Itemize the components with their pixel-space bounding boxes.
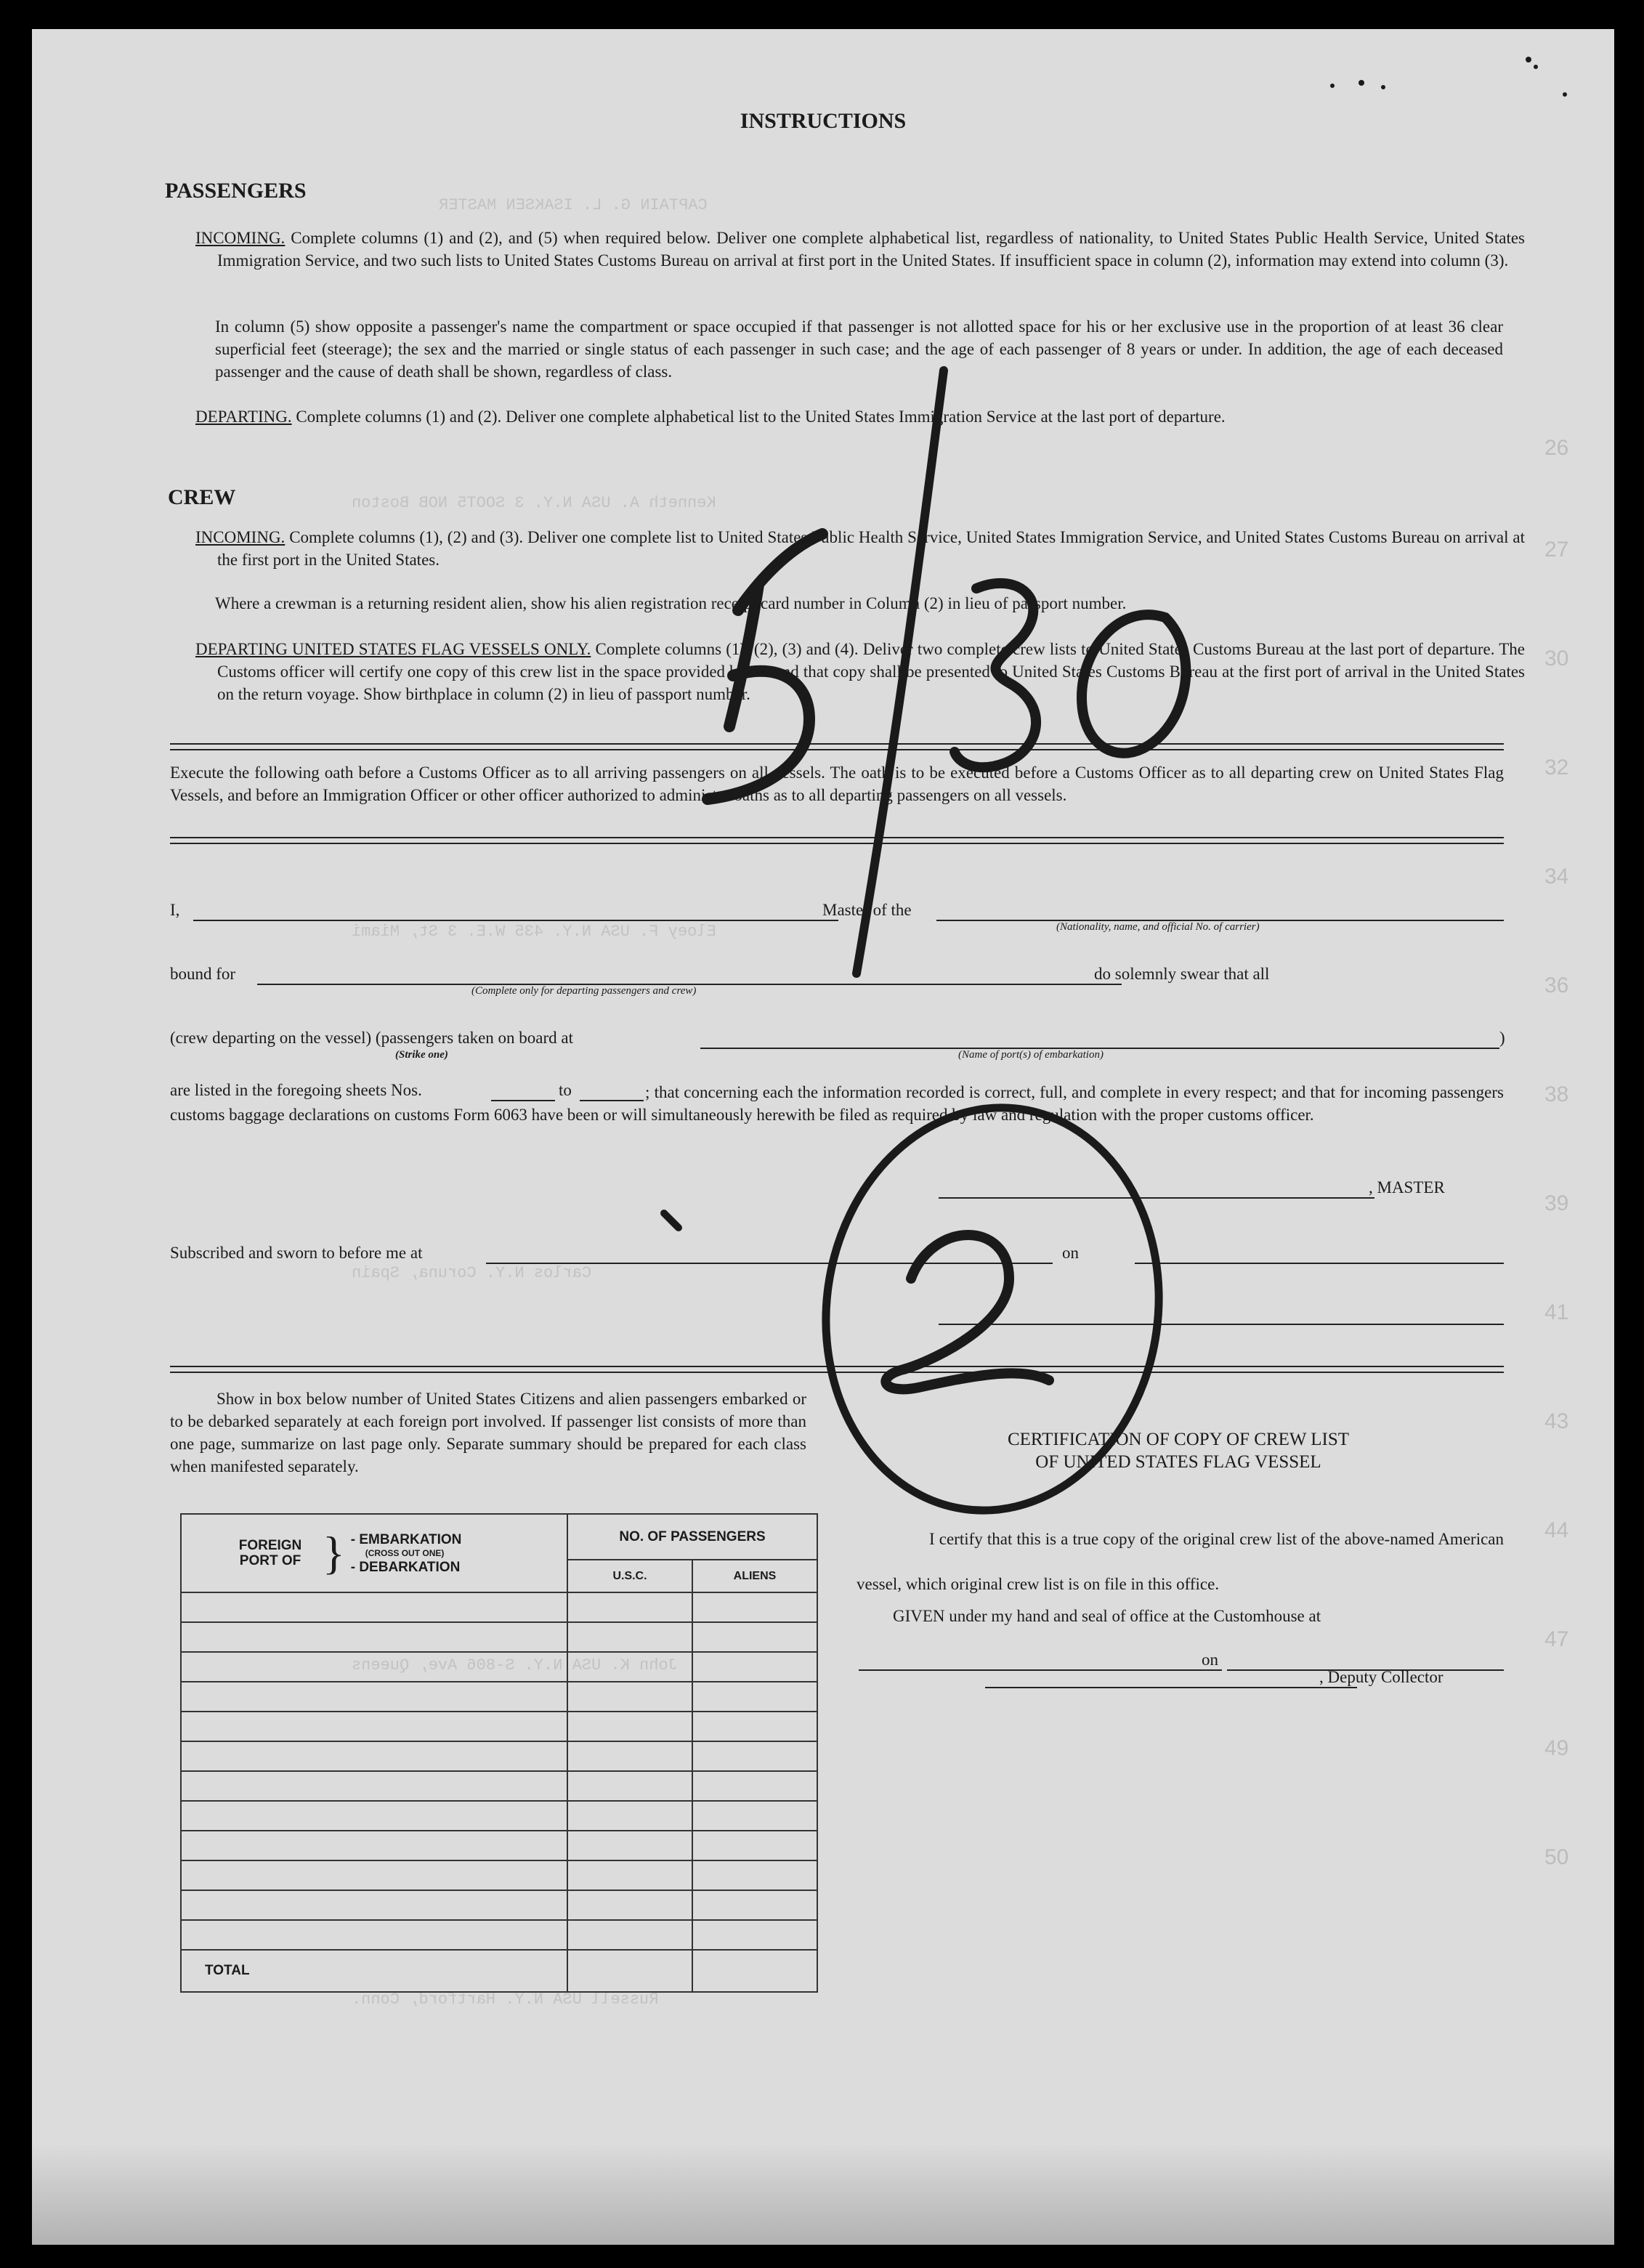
bound-for-label: bound for xyxy=(170,965,236,983)
bleed-through-text: Kenneth A. USA N.Y. 3 SOOT5 NOB Boston xyxy=(352,494,716,512)
crew-incoming-label: INCOMING. xyxy=(195,528,286,546)
strike-one-caption: (Strike one) xyxy=(395,1049,448,1061)
passengers-heading: PASSENGERS xyxy=(165,179,307,203)
bleed-through-text: Eloey F. USA N.Y. 435 W.E. 3 St, Miami xyxy=(352,923,716,941)
ports-caption: (Name of port(s) of embarkation) xyxy=(958,1049,1104,1061)
passengers-incoming-text: Complete columns (1) and (2), and (5) when required below. Deliver one complete alphabetical list, regardless of nationality, to United States Public Health Service, United States Immigration Service, and two such lists to United States Customs Bureau on arrival at first port in the United States. If insufficient space in column (2), information may extend into column (3). xyxy=(217,229,1525,270)
oath-i-label: I, xyxy=(170,901,180,919)
crew-alien-paragraph: Where a crewman is a returning resident alien, show his alien registration receipt card number in Column (2) in lieu of passport number. xyxy=(215,594,1127,612)
aliens-header: ALIENS xyxy=(692,1560,817,1592)
cross-out-one-label: (CROSS OUT ONE) xyxy=(365,1547,445,1558)
document-page: CAPTAIN G. L. ISAKSEN MASTER Kenneth A. USA N.Y. 3 SOOT5 NOB Boston Eloey F. USA N.Y. 435 W.E. 3 St, Miami Carlos N.Y. Coruna, Spain John K. USA N.Y. S-806 Ave, Queens Russell USA N.Y. Hartford, Conn. 26 27 30 32 34 36 38 39 41 43 44 47 49 50 INSTRUCTIONS PASSENGERS INCOMING. Complete columns (1) and (2), and (5) when required below. Deliver one complete alphabetical list, regardless of nationality, to United States Public Health Service, United States Immigration Service, and two such lists to United States Customs Bureau on arrival at first port in the United States. If insufficient space in column (2), information may extend into column (3). In column (5) show opposite a passenger's name the compartment or space occupied if that passenger is not allotted space for his or her exclusive use in the proportion of at least 36 clear superficial feet (steerage); the sex and the married or single status of each passenger in such case; and the age of each passenger of 8 years or under. In addition, the age of each deceased passenger and the cause of death shall be shown, regardless of class. DEPARTING. Complete columns (1) and (2). Deliver one complete alphabetical list to the United States Immigration Service at the last port of departure. CREW INCOMING. Complete columns (1), (2) and (3). Deliver one complete list to United States Public Health Service, United States Immigration Service, and United States Customs Bureau on arrival at the first port in the United States. Where a crewman is a returning resident alien, show his alien registration receipt card number in Column (2) in lieu of passport number. DEPARTING UNITED STATES FLAG VESSELS ONLY. Complete columns (1), (2), (3) and (4). Deliver two complete crew lists to United States Customs Bureau at the last port of departure. The Customs officer will certify one copy of this crew list in the space provided below and that copy shall be presented to United States Customs Bureau at the first port of arrival in the United States on the return voyage. Show birthplace in column (2) in lieu of passport number. Execute the following oath before a Customs Officer as to all arriving passengers on all vessels. The oath is to be executed before a Customs Officer as to all departing crew on United States Flag Vessels, and before an Immigration Officer or other officer authorized to administer oaths as to all departing passengers on all vessels. I, Master of the (Nationality, name, and official No. of carrier) bound for do solemnly swear that all (Complete only for departing passengers and crew) (crew departing on the vessel) (passengers taken on board at ) (Strike one) (Name of port(s) of embarkation) are listed in the foregoing sheets Nos. to ; that concerning each the information recorded is correct, full, and complete in every respect; and that for incoming passengers customs baggage declarations on customs Form 6063 have been or will simultaneously herewith be filed as required by law and regulation with the proper customs officer. , MASTER Subscribed and sworn to before me at on Show in box below number of United States Citizens and alien passengers embarked or to be debarked separately at each foreign port involved. If passenger list consists of more than one page, summarize on last page only. Separate summary should be prepared for each class when manifested separately. FOREIGN PORT OF } - EMBARKATION (CROSS OUT ONE) - DEBARKATION NO. OF PASSENGERS U.S.C. ALIENS TOTAL CERTIFICATION OF COPY OF CREW LIST OF UNITED STATES FLAG VESSEL I certify that this is a true copy of the original crew list of the above-named American vessel, which original crew list is on file in this office. GIVEN under my hand and seal of office at the Customhouse at on , Deputy Collector xyxy=(32,29,1614,2245)
certification-title-line1: CERTIFICATION OF COPY OF CREW LIST xyxy=(1007,1430,1350,1449)
passengers-column5-paragraph: In column (5) show opposite a passenger's name the compartment or space occupied if that passenger is not allotted space for his or her exclusive use in the proportion of at least 36 clear superficial feet (steerage); the sex and the married or single status of each passenger in such case; and the age of each passenger of 8 years or under. In addition, the age of each deceased passenger and the cause of death shall be shown, regardless of class. xyxy=(215,317,1503,381)
bleed-through-text: Russell USA N.Y. Hartford, Conn. xyxy=(352,1990,659,2009)
certification-on-label: on xyxy=(1202,1651,1218,1669)
swear-label: do solemnly swear that all xyxy=(1094,965,1270,983)
certification-text: I certify that this is a true copy of the original crew list of the above-named American vessel, which original crew list is on file in this office. xyxy=(857,1530,1504,1593)
passengers-incoming-label: INCOMING. xyxy=(195,229,286,247)
passengers-departing-text: Complete columns (1) and (2). Deliver one complete alphabetical list to the United States Immigration Service at the last port of departure. xyxy=(296,408,1226,426)
pencil-stroke xyxy=(955,583,1036,767)
listed-prefix: are listed in the foregoing sheets Nos. xyxy=(170,1081,422,1099)
pencil-stroke xyxy=(708,534,822,799)
sworn-on-label: on xyxy=(1062,1244,1079,1262)
embarkation-label: - EMBARKATION xyxy=(350,1531,462,1547)
passengers-departing-label: DEPARTING. xyxy=(195,408,292,426)
bound-caption: (Complete only for departing passengers and crew) xyxy=(471,985,697,997)
speck xyxy=(1330,84,1335,88)
total-label: TOTAL xyxy=(181,1950,567,1992)
master-of-the-label: Master of the xyxy=(822,901,912,919)
bleed-through-text: CAPTAIN G. L. ISAKSEN MASTER xyxy=(439,196,708,214)
subscribed-label: Subscribed and sworn to before me at xyxy=(170,1244,423,1262)
crew-departing-text: Complete columns (1), (2), (3) and (4). Deliver two complete crew lists to United States Customs Bureau at the last port of departure. The Customs officer will certify one copy of this crew list in the space provided below and that copy shall be presented to United States Customs Bureau at the first port of arrival in the United States on the return voyage. Show birthplace in column (2) in lieu of passport number. xyxy=(217,640,1526,703)
pencil-stroke xyxy=(1082,615,1186,753)
speck xyxy=(1534,65,1538,69)
foreign-port-of-label: FOREIGN PORT OF xyxy=(238,1538,302,1568)
deputy-collector-label: , Deputy Collector xyxy=(1319,1668,1443,1686)
usc-header: U.S.C. xyxy=(567,1560,692,1592)
pencil-stroke xyxy=(664,1213,679,1228)
speck xyxy=(1526,57,1531,62)
crew-heading: CREW xyxy=(168,485,236,509)
debarkation-label: - DEBARKATION xyxy=(350,1559,461,1575)
crew-departing-label: DEPARTING UNITED STATES FLAG VESSELS ONLY. xyxy=(195,640,591,658)
bleed-through-text: Carlos N.Y. Coruna, Spain xyxy=(352,1264,592,1282)
oath-intro-paragraph: Execute the following oath before a Customs Officer as to all arriving passengers on all vessels. The oath is to be executed before a Customs Officer as to all departing crew on United States Flag Vessels, and before an Immigration Officer or other officer authorized to administer oaths as to all departing passengers on all vessels. xyxy=(170,764,1504,804)
certification-title-line2: OF UNITED STATES FLAG VESSEL xyxy=(1035,1452,1321,1472)
listed-suffix-text: ; that concerning each the information recorded is correct, full, and complete in every respect; and that for incoming passengers customs baggage declarations on customs Form 6063 have been or will simultaneously herewith be filed as required by law and regulation with the proper customs officer. xyxy=(170,1083,1504,1124)
pencil-stroke xyxy=(857,370,944,973)
handwritten-marks xyxy=(32,29,1614,2245)
no-of-passengers-header: NO. OF PASSENGERS xyxy=(567,1514,817,1560)
brace: } xyxy=(323,1527,345,1579)
given-label: GIVEN under my hand and seal of office at the Customhouse at xyxy=(893,1607,1321,1625)
master-label: , MASTER xyxy=(1369,1178,1445,1196)
pencil-stroke xyxy=(886,1235,1049,1389)
crew-incoming-text: Complete columns (1), (2) and (3). Deliver one complete list to United States Public Health Service, United States Immigration Service, and United States Customs Bureau on arrival at the first port in the United States. xyxy=(217,528,1526,569)
carrier-caption: (Nationality, name, and official No. of carrier) xyxy=(1056,921,1260,933)
crew-departing-label-line: (crew departing on the vessel) (passengers taken on board at xyxy=(170,1029,573,1047)
close-paren: ) xyxy=(1499,1029,1505,1047)
speck xyxy=(1381,85,1385,89)
summary-instructions: Show in box below number of United States Citizens and alien passengers embarked or to be debarked separately at each foreign port involved. If passenger list consists of more than one page, summarize on last page only. Separate summary should be prepared for each class when manifested separately. xyxy=(170,1390,806,1475)
speck xyxy=(1358,80,1364,86)
listed-to: to xyxy=(559,1081,572,1099)
speck xyxy=(1563,92,1567,97)
bleed-through-text: John K. USA N.Y. S-806 Ave, Queens xyxy=(352,1656,678,1674)
page-title: INSTRUCTIONS xyxy=(740,109,907,133)
